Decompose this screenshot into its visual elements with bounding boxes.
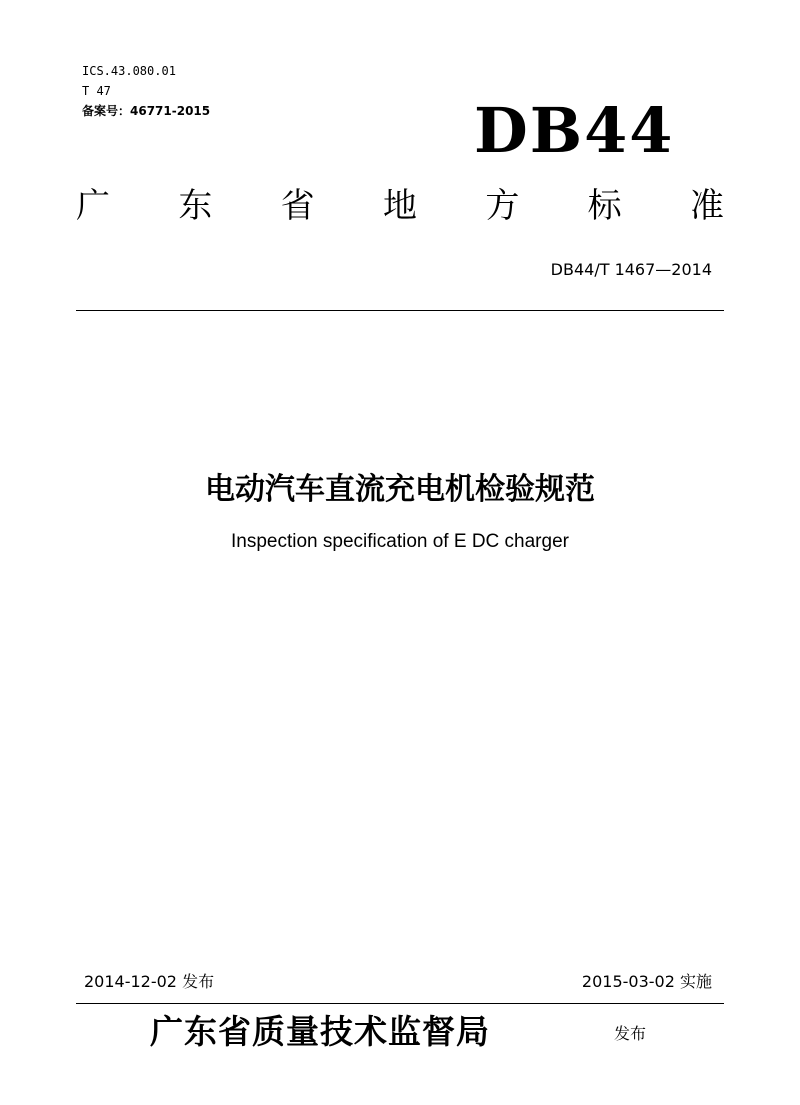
standard-type-char: 标 (587, 186, 622, 226)
document-title: 电动汽车直流充电机检验规范 (205, 472, 595, 507)
document-title-english: Inspection specification of E DC charger (231, 531, 569, 552)
db44-logo: DB44 (474, 94, 675, 167)
standard-type-char: 广 (76, 186, 110, 226)
standard-type-char: 地 (382, 186, 417, 226)
standard-type-char: 省 (280, 186, 315, 226)
issuing-authority: 广东省质量技术监督局 (150, 1012, 490, 1051)
standard-type-char: 准 (689, 186, 724, 226)
issue-date: 2014-12-02 发布 (84, 972, 215, 991)
classification-code: T 47 (82, 84, 111, 98)
issued-label: 发布 (614, 1024, 647, 1043)
implementation-date: 2015-03-02 实施 (581, 972, 712, 991)
standard-number: DB44/T 1467—2014 (550, 260, 712, 279)
top-divider (76, 310, 724, 311)
bottom-divider (76, 1003, 724, 1004)
ics-code: ICS.43.080.01 (82, 64, 176, 78)
standard-type-char: 方 (485, 186, 520, 226)
registration-number: 备案号：46771-2015 (82, 104, 211, 118)
standard-type-char: 东 (178, 186, 213, 226)
standard-type-heading (76, 184, 724, 228)
